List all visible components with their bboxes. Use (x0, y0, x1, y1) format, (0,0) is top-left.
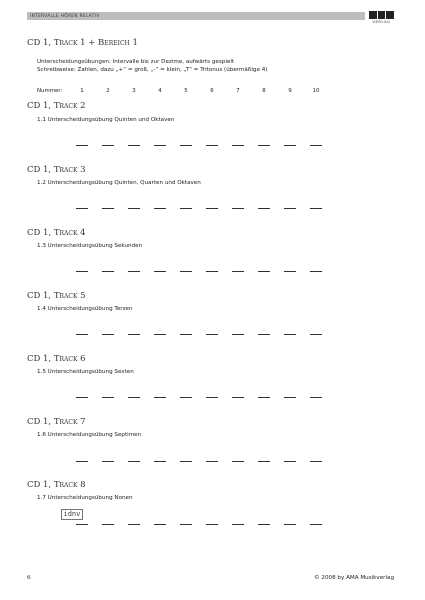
answer-line[interactable] (284, 145, 296, 146)
answer-line[interactable] (310, 461, 322, 462)
numbers-label: Nummer: (37, 88, 63, 94)
exercise-1-5: 1.5 Unterscheidungsübung Sexten (37, 369, 134, 375)
number-1: 1 (80, 88, 84, 94)
number-7: 7 (236, 88, 240, 94)
answer-line[interactable] (232, 208, 244, 209)
answer-line[interactable] (284, 524, 296, 525)
answer-line[interactable] (154, 145, 166, 146)
answer-line[interactable] (102, 208, 114, 209)
answer-lines (0, 208, 425, 210)
number-10: 10 (312, 88, 320, 94)
number-2: 2 (106, 88, 110, 94)
answer-line[interactable] (128, 461, 140, 462)
section-title-track-7: CD 1, Track 7 (27, 417, 86, 427)
answer-line[interactable] (154, 461, 166, 462)
answer-line[interactable] (258, 461, 270, 462)
answer-line[interactable] (258, 271, 270, 272)
answer-line[interactable] (154, 271, 166, 272)
exercise-1-1: 1.1 Unterscheidungsübung Quinten und Oktaven (37, 117, 175, 123)
section-title-track-2: CD 1, Track 2 (27, 101, 86, 111)
answer-line[interactable] (284, 461, 296, 462)
answer-line[interactable] (310, 524, 322, 525)
answer-lines (0, 334, 425, 336)
number-5: 5 (184, 88, 188, 94)
exercise-1-6: 1.6 Unterscheidungsübung Septimen (37, 432, 142, 438)
number-8: 8 (262, 88, 266, 94)
answer-line[interactable] (128, 271, 140, 272)
section-title-track-3: CD 1, Track 3 (27, 165, 86, 175)
answer-line[interactable] (180, 271, 192, 272)
number-6: 6 (210, 88, 214, 94)
answer-line[interactable] (232, 461, 244, 462)
answer-line[interactable] (284, 397, 296, 398)
answer-lines (0, 271, 425, 273)
intro-line-1: Unterscheidungsübungen: Intervalle bis zur Dezime, aufwärts gespielt (37, 59, 235, 65)
answer-line[interactable] (180, 334, 192, 335)
answer-line[interactable] (284, 334, 296, 335)
answer-line[interactable] (128, 397, 140, 398)
answer-line[interactable] (154, 524, 166, 525)
answer-line[interactable] (206, 271, 218, 272)
answer-line[interactable] (76, 461, 88, 462)
answer-line[interactable] (232, 524, 244, 525)
copyright: © 2008 by AMA Musikverlag (314, 575, 394, 581)
logo-text: VERLAG (372, 20, 391, 24)
answer-line[interactable] (128, 524, 140, 525)
answer-line[interactable] (258, 208, 270, 209)
answer-line[interactable] (102, 524, 114, 525)
answer-line[interactable] (76, 271, 88, 272)
section-title-track-8: CD 1, Track 8 (27, 480, 86, 490)
answer-line[interactable] (102, 461, 114, 462)
answer-line[interactable] (76, 208, 88, 209)
answer-line[interactable] (310, 208, 322, 209)
section-title-track-6: CD 1, Track 6 (27, 354, 86, 364)
answer-lines (0, 524, 425, 526)
answer-line[interactable] (206, 145, 218, 146)
publisher-logo (369, 11, 394, 25)
answer-line[interactable] (128, 208, 140, 209)
answer-line[interactable] (180, 397, 192, 398)
answer-line[interactable] (180, 461, 192, 462)
answer-line[interactable] (102, 145, 114, 146)
answer-line[interactable] (232, 334, 244, 335)
answer-line[interactable] (76, 524, 88, 525)
answer-line[interactable] (258, 397, 270, 398)
answer-line[interactable] (76, 397, 88, 398)
answer-line[interactable] (180, 524, 192, 525)
answer-line[interactable] (206, 208, 218, 209)
numbers-row (37, 88, 337, 96)
answer-line[interactable] (154, 208, 166, 209)
answer-line[interactable] (154, 397, 166, 398)
answer-line[interactable] (258, 524, 270, 525)
answer-line[interactable] (310, 334, 322, 335)
answer-line[interactable] (76, 334, 88, 335)
section-title-track-5: CD 1, Track 5 (27, 291, 86, 301)
answer-line[interactable] (206, 461, 218, 462)
answer-line[interactable] (76, 145, 88, 146)
answer-line[interactable] (284, 271, 296, 272)
answer-line[interactable] (206, 334, 218, 335)
answer-line[interactable] (232, 397, 244, 398)
answer-lines (0, 397, 425, 399)
exercise-1-3: 1.3 Unterscheidungsübung Sekunden (37, 243, 143, 249)
number-9: 9 (288, 88, 292, 94)
intro-line-2: Schreibweise: Zahlen, dazu „+“ = groß, „-“ = klein, „T“ = Tritonus (übermäßige 4) (37, 67, 268, 73)
answer-line[interactable] (310, 271, 322, 272)
exercise-1-2: 1.2 Unterscheidungsübung Quinten, Quarten und Oktaven (37, 180, 201, 186)
exercise-1-4: 1.4 Unterscheidungsübung Terzen (37, 306, 133, 312)
answer-line[interactable] (128, 334, 140, 335)
section-title-track-4: CD 1, Track 4 (27, 228, 86, 238)
answer-line[interactable] (284, 208, 296, 209)
answer-line[interactable] (232, 271, 244, 272)
answer-line[interactable] (180, 208, 192, 209)
answer-lines (0, 461, 425, 463)
answer-line[interactable] (128, 145, 140, 146)
answer-line[interactable] (206, 397, 218, 398)
answer-line[interactable] (102, 271, 114, 272)
intro-title: CD 1, Track 1 + Bereich 1 (27, 38, 138, 48)
header-title: INTERVALLE HÖREN RELATIV (30, 13, 100, 18)
answer-line[interactable] (310, 397, 322, 398)
answer-lines (0, 145, 425, 147)
answer-line[interactable] (232, 145, 244, 146)
answer-line[interactable] (180, 145, 192, 146)
answer-line[interactable] (310, 145, 322, 146)
answer-line[interactable] (258, 334, 270, 335)
page-number: 6 (27, 575, 31, 581)
answer-line[interactable] (258, 145, 270, 146)
answer-line[interactable] (102, 334, 114, 335)
idnv-stamp: idnv (61, 509, 83, 520)
answer-line[interactable] (102, 397, 114, 398)
logo-bars-icon (369, 11, 394, 19)
answer-line[interactable] (154, 334, 166, 335)
number-4: 4 (158, 88, 162, 94)
number-3: 3 (132, 88, 136, 94)
answer-line[interactable] (206, 524, 218, 525)
exercise-1-7: 1.7 Unterscheidungsübung Nonen (37, 495, 133, 501)
